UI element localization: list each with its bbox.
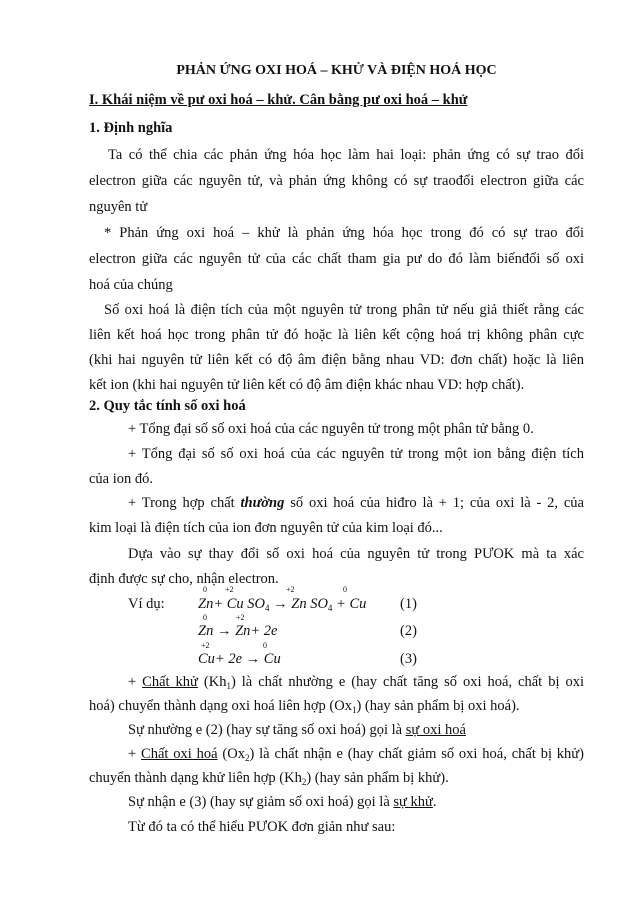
subsection-heading-rules: 2. Quy tắc tính số oxi hoá bbox=[89, 398, 246, 414]
paragraph-line: kết ion (khi hai nguyên tử liên kết có độ âm điện khác nhau VD: hợp chất). bbox=[89, 377, 525, 393]
rule-line: + Tổng đại số số oxi hoá của các nguyên tử trong một phân tử bằng 0. bbox=[128, 421, 534, 437]
equation-number: (2) bbox=[400, 623, 417, 639]
oxidation-number: 0 bbox=[343, 585, 347, 594]
oxidation-number: +2 bbox=[201, 641, 210, 650]
text-run: Sự nhường e (2) (hay sự tăng số oxi hoá) gọi là bbox=[128, 722, 406, 738]
term-oxidation: sự oxi hoá bbox=[405, 722, 466, 738]
equation-3: Cu+ 2e → Cu bbox=[198, 651, 281, 667]
text-run: (Ox bbox=[217, 746, 245, 762]
subsection-heading-definition: 1. Định nghĩa bbox=[89, 120, 173, 136]
term-reduction: sự khử bbox=[393, 794, 433, 810]
example-label: Ví dụ: bbox=[128, 596, 165, 612]
paragraph-line: Ta có thể chia các phản ứng hóa học làm hai loại: phản ứng có sự trao đổi bbox=[108, 147, 584, 163]
equation-text: Zn+ Cu SO bbox=[198, 596, 265, 612]
oxidation-definition bbox=[128, 721, 584, 739]
oxidation-number: +2 bbox=[236, 613, 245, 622]
reducer-definition bbox=[128, 673, 584, 695]
equation-1 bbox=[198, 595, 366, 617]
term-oxidizer: Chất oxi hoá bbox=[141, 746, 218, 762]
text-run: ) là chất nhường e (hay chất tăng số oxi hoá, chất bị oxi bbox=[230, 674, 584, 690]
text-run: (Kh bbox=[197, 674, 227, 690]
text-run: . bbox=[432, 794, 437, 810]
rule-line: kim loại là điện tích của ion đơn nguyên tử của kim loại đó... bbox=[89, 520, 443, 536]
text-run: chuyển thành dạng khử liên hợp (Kh bbox=[89, 770, 302, 786]
rule-line: của ion đó. bbox=[89, 471, 154, 487]
text-run: ) (hay sản phẩm bị khử). bbox=[306, 770, 449, 786]
equation-text: + Cu bbox=[336, 596, 367, 612]
text-run: ) (hay sản phẩm bị oxi hoá). bbox=[356, 698, 520, 714]
text-run: + bbox=[128, 746, 142, 762]
text-run: ) là chất nhận e (hay chất giảm số oxi hoá, chất bị khử) bbox=[249, 746, 584, 762]
page-title: PHẢN ỨNG OXI HOÁ – KHỬ VÀ ĐIỆN HOÁ HỌC bbox=[176, 63, 497, 78]
text-run: + bbox=[128, 674, 143, 690]
equation-2: Zn → Zn+ 2e bbox=[198, 623, 278, 639]
subscript: 2 bbox=[301, 777, 307, 787]
paragraph-line: * Phản ứng oxi hoá – khử là phản ứng hóa học trong đó có sự trao đổi bbox=[104, 225, 584, 241]
conclusion-line: Từ đó ta có thể hiểu PƯOK đơn giản như sau: bbox=[128, 819, 396, 835]
paragraph-line: (khi hai nguyên tử liên kết có độ âm điện bằng nhau VD: đơn chất) hoặc là liên bbox=[89, 352, 584, 368]
section-heading: I. Khái niệm về pư oxi hoá – khử. Cân bằng pư oxi hoá – khử bbox=[89, 92, 468, 108]
equation-number: (3) bbox=[400, 651, 417, 667]
subscript: 2 bbox=[244, 753, 250, 763]
emphasis-text: thường bbox=[240, 495, 285, 511]
paragraph-line: nguyên tử bbox=[89, 199, 148, 215]
text-run: hoá) chuyển thành dạng oxi hoá liên hợp (Ox bbox=[89, 698, 352, 714]
subscript: 1 bbox=[351, 705, 357, 715]
subscript: 1 bbox=[226, 681, 231, 691]
oxidizer-definition-line2 bbox=[89, 769, 584, 791]
rule-line bbox=[128, 494, 584, 512]
paragraph-line: định được sự cho, nhận electron. bbox=[89, 571, 279, 587]
subscript: 4 bbox=[265, 603, 270, 613]
subscript: 4 bbox=[327, 603, 333, 613]
oxidation-number: +2 bbox=[286, 585, 295, 594]
paragraph-line: liên kết hoá học trong phân tử đó hoặc là liên kết cộng hoá trị không phân cực bbox=[89, 327, 584, 343]
oxidation-number: 0 bbox=[203, 585, 207, 594]
oxidation-number: +2 bbox=[225, 585, 234, 594]
paragraph-line: electron giữa các nguyên tử của các chất tham gia pư do đó làm biếnđổi số oxi bbox=[89, 251, 584, 267]
paragraph-line: Số oxi hoá là điện tích của một nguyên tử trong phân tử nếu giả thiết rằng các bbox=[104, 302, 584, 318]
equation-text: Zn SO bbox=[291, 596, 328, 612]
term-reducer: Chất khử bbox=[142, 674, 198, 690]
oxidation-number: 0 bbox=[263, 641, 267, 650]
text-run: Sự nhận e (3) (hay sự giảm số oxi hoá) gọi là bbox=[128, 794, 394, 810]
rule-line: + Tổng đại số số oxi hoá của các nguyên tử trong một ion bằng điện tích bbox=[128, 446, 584, 462]
paragraph-line: Dựa vào sự thay đổi số oxi hoá của nguyên tử trong PƯOK mà ta xác bbox=[128, 546, 584, 562]
oxidizer-definition bbox=[128, 745, 584, 767]
arrow-icon: → bbox=[273, 596, 288, 612]
text-run: + Trong hợp chất bbox=[128, 495, 241, 511]
equation-number: (1) bbox=[400, 596, 417, 612]
text-run: số oxi hoá của hiđro là + 1; của oxi là - 2, của bbox=[284, 495, 584, 511]
reducer-definition-line2 bbox=[89, 697, 584, 719]
paragraph-line: hoá của chúng bbox=[89, 277, 173, 293]
paragraph-line: electron giữa các nguyên tử, và phản ứng không có sự traođổi electron giữa các bbox=[89, 173, 584, 189]
reduction-definition bbox=[128, 793, 584, 811]
oxidation-number: 0 bbox=[203, 613, 207, 622]
